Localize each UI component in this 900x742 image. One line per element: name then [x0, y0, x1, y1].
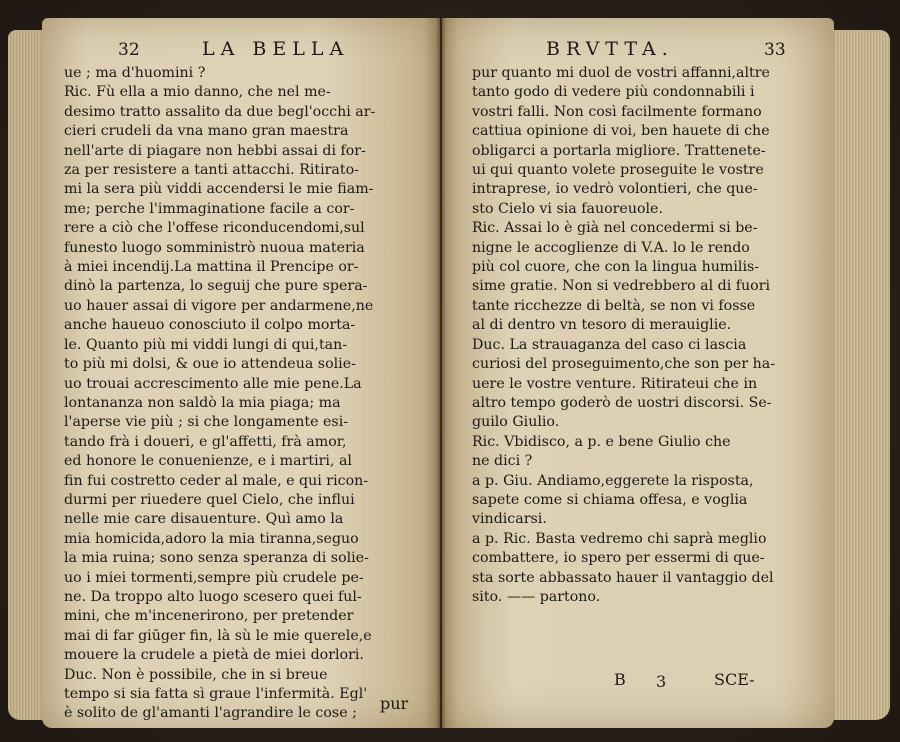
left-page-edges [8, 30, 46, 720]
text-line: nell'arte di piagare non hebbi assai di for- [64, 142, 366, 159]
text-line: mouere la crudele a pietà de miei dorlori. [64, 647, 364, 664]
text-line: Duc. Non è possibile, che in si breue [64, 666, 328, 683]
text-line: nigne le accoglienze di V.A. lo le rendo [472, 239, 750, 256]
text-line: uo i miei tormenti,sempre più crudele pe- [64, 569, 364, 586]
text-line: guilo Giulio. [472, 414, 560, 431]
text-line: vindicarsi. [472, 511, 547, 528]
text-line: uere le vostre venture. Ritirateui che in [472, 375, 758, 392]
text-line: combattere, io spero per essermi di que- [472, 550, 765, 567]
text-line: sta sorte abbassato hauer il vantaggio del [472, 569, 774, 586]
text-line: to più mi dolsi, & oue io attendeua solie- [64, 356, 356, 373]
text-line: desimo tratto assalito da due begl'occhi ar- [64, 103, 376, 120]
left-page-number: 32 [118, 40, 140, 60]
text-line: mi la sera più viddi accendersi le mie fiam- [64, 181, 374, 198]
text-line: sime gratie. Non si vedrebbero al di fuori [472, 278, 771, 295]
text-line: sto Cielo vi sia fauoreuole. [472, 200, 663, 217]
left-page-text [64, 64, 432, 724]
text-line: ed honore le conuenienze, e i martiri, al [64, 453, 352, 470]
text-line: ui qui quanto volete proseguite le vostre [472, 162, 764, 179]
text-line: mini, che m'incenerirono, per pretender [64, 608, 354, 625]
text-line: obligarci a portarla migliore. Trattenete- [472, 142, 766, 159]
text-line: uo trouai accrescimento alle mie pene.La [64, 375, 362, 392]
right-page-edges [832, 30, 890, 720]
text-line: vostri falli. Non così facilmente formano [472, 103, 762, 120]
signature-number: 3 [656, 672, 667, 691]
book-gutter [436, 18, 446, 728]
text-line: pur quanto mi duol de vostri affanni,altre [472, 65, 770, 81]
text-line: anche haueuo conosciuto il colpo morta- [64, 317, 356, 334]
text-line: fin fui costretto ceder al male, e qui ricon- [64, 472, 369, 489]
left-page [42, 18, 440, 728]
text-line: Ric. Vbidisco, a p. e bene Giulio che [472, 433, 731, 450]
text-line: la mia ruina; sono senza speranza di solie- [64, 550, 369, 567]
text-line: sito. —— partono. [472, 588, 601, 605]
text-line: tanto godo di vedere più condonnabili i [472, 84, 755, 101]
text-line: cieri crudeli da vna mano gran maestra [64, 123, 349, 140]
right-catchword: SCE- [714, 670, 755, 689]
text-line: Ric. Assai lo è già nel concedermi si be- [472, 220, 758, 237]
text-line: a p. Ric. Basta vedremo chi saprà meglio [472, 530, 767, 547]
text-line: me; perche l'immaginatione facile a cor- [64, 200, 355, 217]
text-line: è solito de gl'amanti l'agrandire le cose ; [64, 705, 357, 722]
text-line: l'aperse vie più ; si che longamente esi- [64, 414, 349, 431]
text-line: nelle mie care disauenture. Quì amo la [64, 511, 344, 528]
text-line: sapete come si chiama offesa, e voglia [472, 491, 748, 508]
text-line: à miei incendij.La mattina il Prencipe or- [64, 259, 359, 276]
text-line: tempo si sia fatta sì graue l'infermità. Egl' [64, 686, 368, 702]
text-line: cattiua opinione di voi, ben hauete di che [472, 123, 770, 140]
text-line: tando frà i doueri, e gl'affetti, frà amor, [64, 433, 347, 450]
text-line: mai di far giūger fin, là sù le mie querele,e [64, 627, 372, 644]
signature-mark: B [614, 670, 626, 689]
left-catchword: pur [380, 694, 409, 713]
text-line: Duc. La strauaganza del caso ci lascia [472, 336, 747, 353]
right-page-number: 33 [764, 40, 786, 60]
right-running-head: BRVTTA. [546, 38, 674, 60]
text-line: za per resistere a tanti attacchi. Ritirato- [64, 162, 359, 179]
text-line: rere a ciò che l'offese riconducendomi,sul [64, 220, 365, 237]
text-line: mia homicida,adoro la mia tiranna,seguo [64, 530, 359, 547]
text-line: a p. Giu. Andiamo,eggerete la risposta, [472, 472, 754, 489]
text-line: durmi per riuedere quel Cielo, che influi [64, 491, 355, 508]
text-line: le. Quanto più mi viddi lungi di qui,tan- [64, 336, 348, 353]
left-running-head: LA BELLA [202, 38, 350, 60]
text-line: altro tempo goderò de uostri discorsi. Se- [472, 394, 772, 411]
text-line: Ric. Fù ella a mio danno, che nel me- [64, 84, 331, 101]
right-page [442, 18, 834, 728]
text-line: ne dici ? [472, 453, 533, 470]
text-line: curiosi del proseguimento,che son per ha- [472, 356, 775, 373]
text-line: al di dentro vn tesoro di merauiglie. [472, 317, 732, 334]
text-line: più col cuore, che con la lingua humilis- [472, 259, 760, 276]
right-page-text [472, 64, 822, 607]
text-line: ue ; ma d'huomini ? [64, 65, 206, 81]
text-line: dinò la partenza, lo seguij che pure spera- [64, 278, 368, 295]
text-line: ne. Da troppo alto luogo scesero quei ful- [64, 588, 362, 605]
text-line: lontananza non saldò la mia piaga; ma [64, 394, 341, 411]
text-line: intraprese, io vedrò volontieri, che que- [472, 181, 758, 198]
text-line: funesto luogo somministrò nuoua materia [64, 239, 365, 256]
text-line: tante ricchezze di beltà, se non vi fosse [472, 297, 756, 314]
text-line: uo hauer assai di vigore per andarmene,ne [64, 297, 374, 314]
